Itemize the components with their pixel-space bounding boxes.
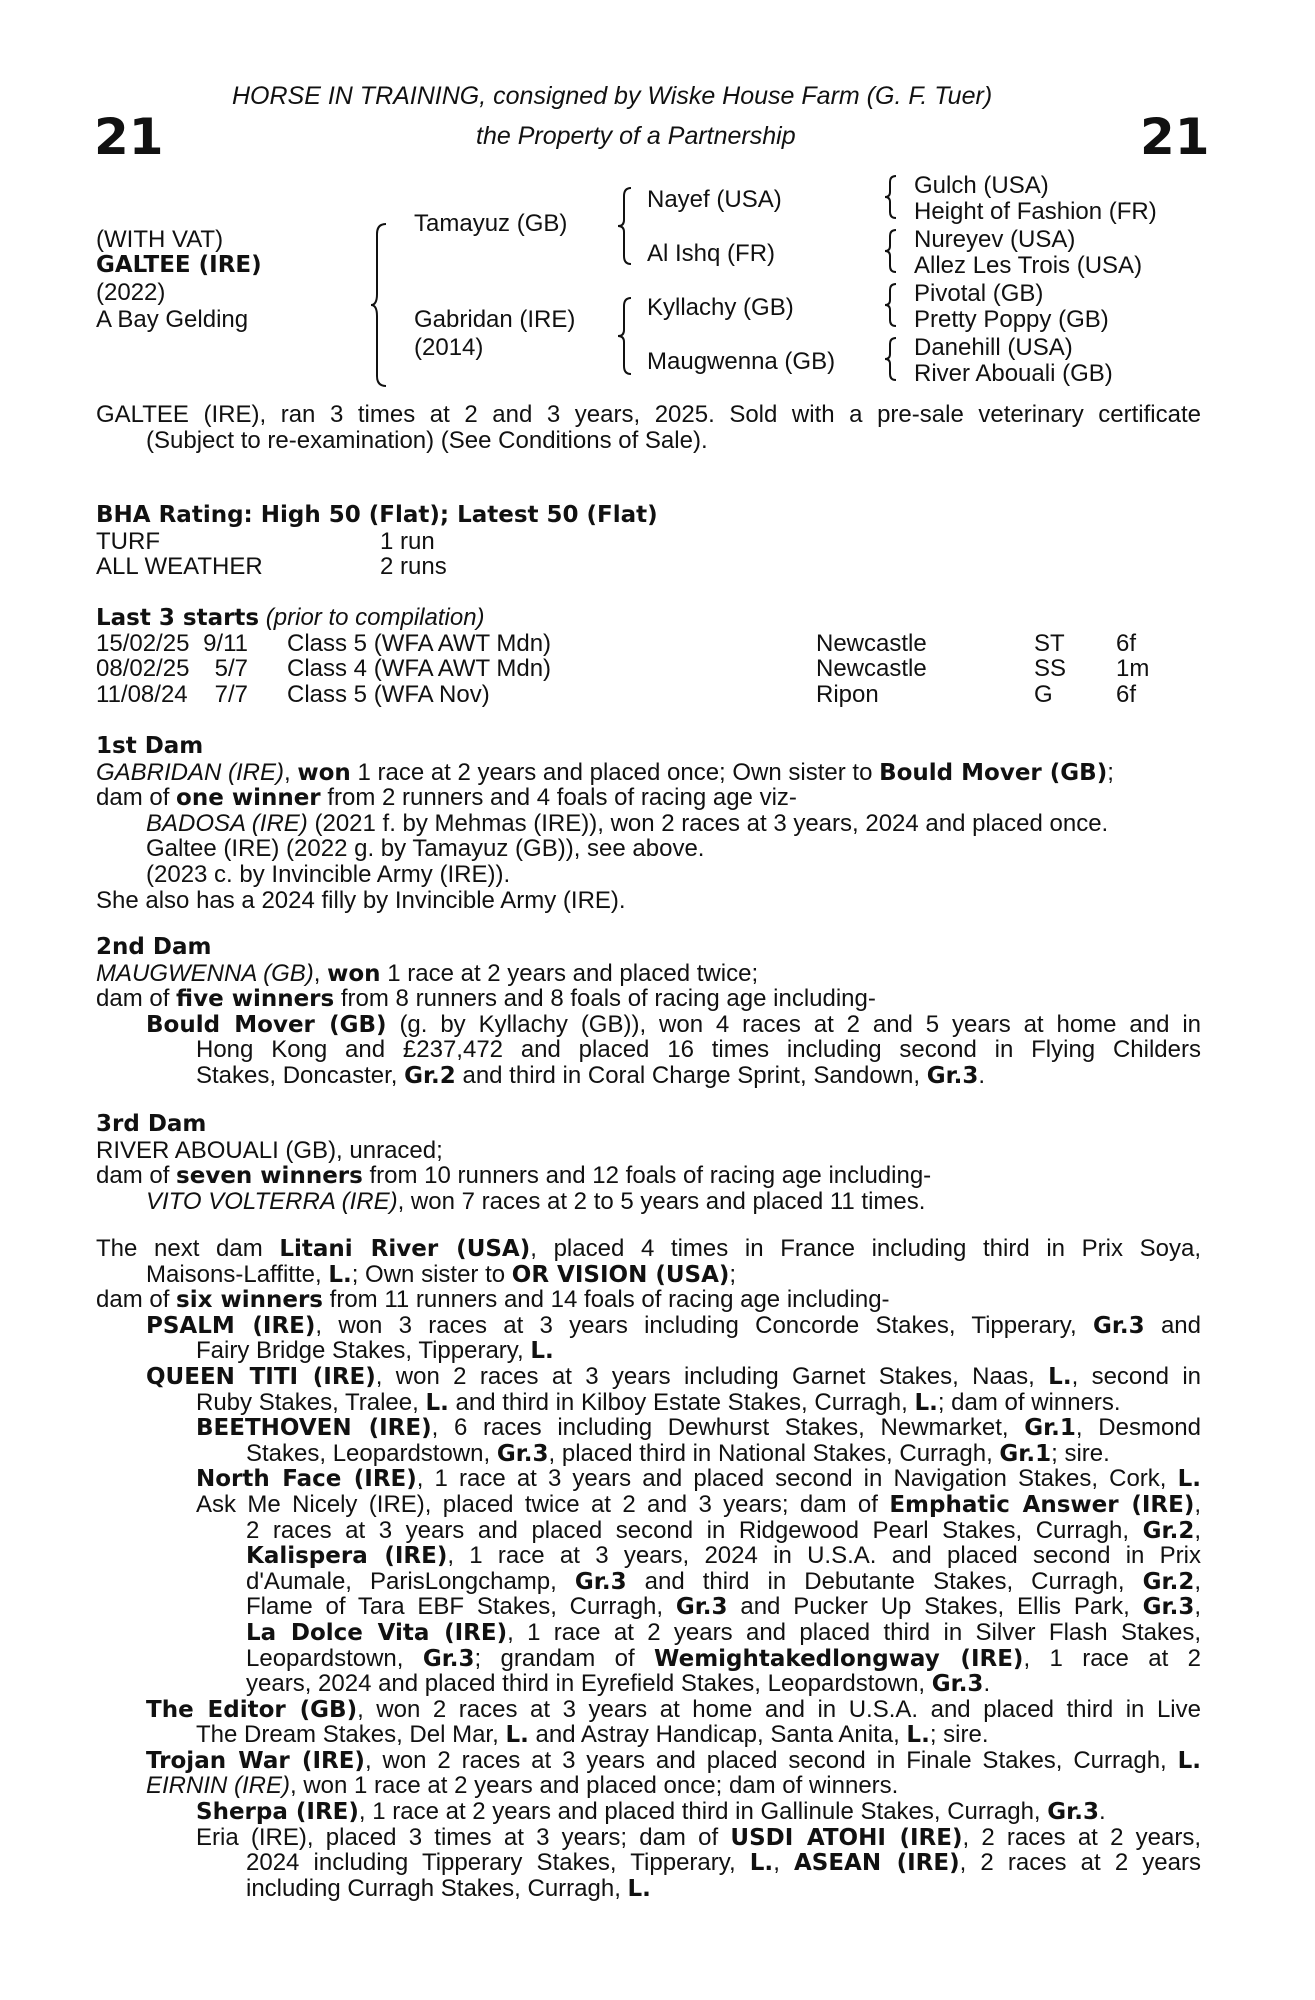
produce-name: USDI ATOHI (IRE) <box>730 1824 963 1851</box>
runners-text: from 10 runners and 12 foals of racing age including- <box>362 1162 932 1190</box>
t: , <box>1194 1568 1201 1595</box>
starts-title: Last 3 starts <box>96 605 260 631</box>
dam-dam: Maugwenna (GB) <box>647 348 836 375</box>
grade-label: L. <box>530 1338 554 1365</box>
last-starts <box>96 605 1201 707</box>
t: ; Own sister to <box>351 1260 512 1288</box>
race-going: SS <box>1034 655 1067 683</box>
t: ; sire. <box>929 1721 989 1749</box>
first-dam: 1st Dam GABRIDAN (IRE), won 1 race at 2 years and placed once; Own sister to Bould Mover (GB); dam of one winner from 2 runners and 4 foals of racing age viz- BADOSA (IRE) (2021 f. by Mehmas (IRE)), won 2 races at 3 years, 2024 and placed once. Galtee (IRE) (2022 g. by Tamayuz (GB)), see above. (2023 c. by Invincible Army (IRE)). She also has a 2024 filly by Invincible Army (IRE). <box>96 734 1201 913</box>
grade-label: Gr.3 <box>1047 1799 1099 1826</box>
dam-of-text: dam of <box>96 985 177 1013</box>
produce-line: Galtee (IRE) (2022 g. by Tamayuz (GB)), see above. <box>146 835 705 863</box>
winners-count: six winners <box>176 1287 323 1314</box>
race-course: Newcastle <box>816 629 927 657</box>
race-going: G <box>1034 680 1053 708</box>
lot-number-left: 21 <box>94 108 164 166</box>
produce-name: Sherpa (IRE) <box>196 1799 359 1826</box>
ancestor-8: River Abouali (GB) <box>914 360 1113 387</box>
ancestor-1: Gulch (USA) <box>914 172 1049 199</box>
t: , 6 races including Dewhurst Stakes, Newmarket, <box>431 1415 1025 1441</box>
t: , <box>1194 1594 1201 1620</box>
sire-dam: Al Ishq (FR) <box>647 240 776 267</box>
produce-name: EIRNIN (IRE) <box>146 1772 290 1800</box>
ancestor-7: Danehill (USA) <box>914 334 1073 361</box>
produce-text: (g. by Kyllachy (GB)), won 4 races at 2 and 5 years at home and in <box>386 1011 1201 1038</box>
punct: . <box>978 1061 986 1089</box>
t: dam of <box>96 1286 177 1314</box>
starts-note: (prior to compilation) <box>265 604 485 631</box>
t: , 1 race at 3 years and placed second in Navigation Stakes, Cork, <box>416 1466 1178 1492</box>
t: , Desmond <box>1075 1415 1201 1441</box>
next-dam-name: Litani River (USA) <box>279 1236 531 1262</box>
dam-sire: Kyllachy (GB) <box>647 294 794 321</box>
sister-name: Bould Mover (GB) <box>879 759 1108 786</box>
race-pos: 9/11 <box>203 629 248 657</box>
brace-g3 <box>884 282 898 328</box>
rating-title: BHA Rating: High 50 (Flat); Latest 50 (Flat) <box>96 502 658 528</box>
turf-label: TURF <box>96 527 160 555</box>
t: Fairy Bridge Stakes, Tipperary, <box>196 1337 531 1365</box>
produce-name: BADOSA (IRE) <box>146 809 308 837</box>
bha-rating <box>96 503 1201 580</box>
race-course: Ripon <box>816 680 879 708</box>
t: , placed third in National Stakes, Curragh, <box>548 1439 1000 1467</box>
produce-text: (2021 f. by Mehmas (IRE)), won 2 races at 3 years, 2024 and placed once. <box>307 809 1109 837</box>
vat-note: (WITH VAT) <box>96 226 224 253</box>
produce-name: Bould Mover (GB) <box>146 1011 387 1038</box>
t: , 1 race at 2 years and placed third in Silver Flash Stakes, <box>507 1619 1201 1646</box>
race-row <box>96 682 1201 708</box>
all-weather-value: 2 runs <box>380 553 447 581</box>
race-dist: 1m <box>1116 655 1150 683</box>
lot-number-right: 21 <box>1140 108 1210 166</box>
first-dam-title: 1st Dam <box>96 733 204 759</box>
t: d'Aumale, ParisLongchamp, <box>246 1568 575 1595</box>
summary-line-2: (Subject to re-examination) (See Conditions of Sale). <box>146 426 708 454</box>
winners-count: five winners <box>176 986 335 1013</box>
produce-name: Kalispera (IRE) <box>246 1543 448 1569</box>
produce-name: BEETHOVEN (IRE) <box>196 1415 432 1441</box>
ancestor-5: Pivotal (GB) <box>914 280 1044 307</box>
produce-name: La Dolce Vita (IRE) <box>246 1619 508 1646</box>
t: , won 2 races at 3 years and placed second in Finale Stakes, Curragh, <box>364 1747 1178 1774</box>
race-date: 08/02/25 <box>96 655 190 683</box>
header-line-1: HORSE IN TRAINING, consigned by Wiske House Farm (G. F. Tuer) <box>232 82 993 110</box>
grade-label: L. <box>906 1722 930 1749</box>
race-course: Newcastle <box>816 655 927 683</box>
winners-count: seven winners <box>176 1163 363 1190</box>
grade-label: Gr.1 <box>999 1440 1052 1467</box>
grade-label: Gr.3 <box>496 1440 549 1467</box>
t: Ruby Stakes, Tralee, <box>196 1388 426 1416</box>
produce-text: , won 7 races at 2 to 5 years and placed 11 times. <box>397 1187 926 1215</box>
race-dist: 6f <box>1116 629 1137 657</box>
grade-label: Gr.2 <box>1142 1517 1195 1544</box>
brace-dam <box>617 296 633 376</box>
t: Flame of Tara EBF Stakes, Curragh, <box>246 1594 676 1620</box>
turf-value: 1 run <box>380 527 435 555</box>
t: Eria (IRE), placed 3 times at 3 years; dam of <box>196 1824 731 1851</box>
t: . <box>983 1670 991 1698</box>
produce-name: ASEAN (IRE) <box>793 1850 960 1876</box>
produce-name: Emphatic Answer (IRE) <box>889 1491 1195 1518</box>
grade-label: Gr.3 <box>931 1671 984 1698</box>
grade-label: Gr.2 <box>404 1062 456 1089</box>
produce-line: She also has a 2024 filly by Invincible Army (IRE). <box>96 886 626 914</box>
t: , second in <box>1071 1363 1201 1390</box>
grade-label: Gr.3 <box>422 1645 475 1672</box>
ancestor-2: Height of Fashion (FR) <box>914 198 1157 225</box>
brace-sire <box>617 186 633 266</box>
ancestor-4: Allez Les Trois (USA) <box>914 252 1143 279</box>
t: , won 2 races at 3 years at home and in U.S.A. and placed third in Live <box>357 1696 1201 1723</box>
t: The Dream Stakes, Del Mar, <box>196 1721 506 1749</box>
winners-count: one winner <box>176 785 321 812</box>
t: The next dam <box>96 1236 280 1262</box>
t: , 1 race at 2 <box>1023 1645 1201 1672</box>
grade-label: Gr.3 <box>574 1568 627 1595</box>
t: ; <box>729 1260 737 1288</box>
header-line-2: the Property of a Partnership <box>476 122 796 150</box>
t: , won 2 races at 3 years including Garnet Stakes, Naas, <box>375 1363 1049 1390</box>
first-dam-text: 1 race at 2 years and placed once; Own sister to <box>350 758 880 786</box>
brace-g4 <box>884 336 898 382</box>
runners-text: from 2 runners and 4 foals of racing age viz- <box>320 784 797 812</box>
grade-label: L. <box>328 1261 352 1288</box>
t: ; dam of winners. <box>937 1388 1121 1416</box>
third-dam-title: 3rd Dam <box>96 1111 207 1137</box>
t: and <box>1144 1312 1201 1339</box>
race-race: Class 5 (WFA AWT Mdn) <box>287 629 552 657</box>
summary-line-1: GALTEE (IRE), ran 3 times at 2 and 3 years, 2025. Sold with a pre-sale veterinary certificate <box>96 402 1201 428</box>
race-pos: 7/7 <box>214 680 248 708</box>
t: Leopardstown, <box>246 1645 423 1672</box>
race-going: ST <box>1034 629 1065 657</box>
t: 2 races at 3 years and placed second in Ridgewood Pearl Stakes, Curragh, <box>246 1517 1143 1544</box>
next-dam <box>96 1236 1201 1901</box>
punct: ; <box>1107 758 1114 786</box>
produce-text: and third in Coral Charge Sprint, Sandown, <box>455 1061 927 1089</box>
produce-name: The Editor (GB) <box>146 1696 358 1723</box>
second-dam-title: 2nd Dam <box>96 934 212 960</box>
t: including Curragh Stakes, Curragh, <box>246 1874 628 1902</box>
all-weather-label: ALL WEATHER <box>96 553 263 581</box>
t: 2024 including Tipperary Stakes, Tipperary, <box>246 1850 750 1876</box>
produce-text: Hong Kong and £237,472 and placed 16 times including second in Flying Childers <box>196 1037 1201 1063</box>
race-race: Class 5 (WFA Nov) <box>287 680 490 708</box>
produce-name: QUEEN TITI (IRE) <box>146 1363 376 1390</box>
third-dam <box>96 1112 1201 1214</box>
brace-g2 <box>884 228 898 274</box>
t: Stakes, Leopardstown, <box>246 1439 497 1467</box>
t: Maisons-Laffitte, <box>146 1260 329 1288</box>
first-dam-name: GABRIDAN (IRE) <box>96 758 285 786</box>
t: , placed 4 times in France including third in Prix Soya, <box>530 1236 1201 1262</box>
t: and Pucker Up Stakes, Ellis Park, <box>727 1594 1143 1620</box>
t: and Astray Handicap, Santa Anita, <box>528 1721 907 1749</box>
dam-year: (2014) <box>414 334 484 361</box>
horse-name: GALTEE (IRE) <box>96 252 262 278</box>
grade-label: L. <box>914 1389 938 1416</box>
summary <box>96 402 1201 453</box>
grade-label: Gr.3 <box>926 1062 979 1089</box>
t: and third in Debutante Stakes, Curragh, <box>626 1568 1143 1595</box>
sire-sire: Nayef (USA) <box>647 186 782 213</box>
race-date: 11/08/24 <box>96 680 188 708</box>
grade-label: Gr.3 <box>675 1594 728 1620</box>
third-dam-name: RIVER ABOUALI (GB), unraced; <box>96 1136 443 1164</box>
produce-text: Stakes, Doncaster, <box>196 1061 405 1089</box>
grade-label: Gr.1 <box>1024 1415 1076 1441</box>
sire: Tamayuz (GB) <box>414 210 568 237</box>
second-dam-name: MAUGWENNA (GB) <box>96 959 314 987</box>
runners-text: from 8 runners and 8 foals of racing age including- <box>334 985 876 1013</box>
brace-main <box>370 222 390 388</box>
race-date: 15/02/25 <box>96 629 190 657</box>
race-pos: 5/7 <box>214 655 248 683</box>
grade-label: L. <box>1048 1363 1072 1390</box>
t: from 11 runners and 14 foals of racing age including- <box>322 1286 890 1314</box>
dam: Gabridan (IRE) <box>414 306 576 333</box>
t: ; sire. <box>1051 1439 1110 1467</box>
grade-label: L. <box>425 1389 449 1416</box>
won-label: won <box>327 960 381 987</box>
t: , 2 races at 2 years, <box>962 1824 1201 1851</box>
t: , won 1 race at 2 years and placed once; dam of winners. <box>290 1772 899 1800</box>
t: , won 3 races at 3 years including Concorde Stakes, Tipperary, <box>315 1312 1093 1339</box>
t: . <box>1098 1798 1106 1826</box>
produce-name: Wemightakedlongway (IRE) <box>654 1645 1024 1672</box>
t: , <box>1194 1517 1201 1544</box>
horse-description: A Bay Gelding <box>96 306 249 333</box>
ancestor-6: Pretty Poppy (GB) <box>914 306 1109 333</box>
t: years, 2024 and placed third in Eyrefield Stakes, Leopardstown, <box>246 1670 932 1698</box>
t: , 2 races at 2 years <box>959 1850 1201 1876</box>
second-dam-text: 1 race at 2 years and placed twice; <box>380 959 759 987</box>
produce-name: North Face (IRE) <box>196 1466 417 1492</box>
dam-of-text: dam of <box>96 784 177 812</box>
race-row <box>96 631 1201 657</box>
produce-name: VITO VOLTERRA (IRE) <box>146 1187 398 1215</box>
t: , 1 race at 3 years, 2024 in U.S.A. and placed second in Prix <box>447 1543 1201 1569</box>
grade-label: L. <box>1177 1466 1201 1492</box>
grade-label: Gr.2 <box>1142 1568 1195 1595</box>
t: , <box>1194 1491 1201 1518</box>
t: ; grandam of <box>474 1645 655 1672</box>
produce-line: (2023 c. by Invincible Army (IRE)). <box>146 860 511 888</box>
race-row <box>96 656 1201 682</box>
dam-of-text: dam of <box>96 1162 177 1190</box>
grade-label: Gr.3 <box>1142 1594 1195 1620</box>
horse-year: (2022) <box>96 279 166 306</box>
t: and third in Kilboy Estate Stakes, Curragh, <box>448 1388 915 1416</box>
second-dam: 2nd Dam MAUGWENNA (GB), won 1 race at 2 years and placed twice; dam of five winners from 8 runners and 8 foals of racing age including- Bould Mover (GB) (g. by Kyllachy (GB)), won 4 races at 2 and 5 years at home and in Hong Kong and £237,472 and placed 16 times including second in Flying Childers Stakes, Doncaster, Gr.2 and third in Coral Charge Sprint, Sandown, Gr.3. <box>96 934 1201 1089</box>
brace-g1 <box>884 174 898 220</box>
grade-label: L. <box>1177 1747 1201 1774</box>
produce-name: PSALM (IRE) <box>146 1312 316 1339</box>
race-race: Class 4 (WFA AWT Mdn) <box>287 655 552 683</box>
t: , 1 race at 2 years and placed third in Gallinule Stakes, Curragh, <box>358 1798 1048 1826</box>
sister-name: OR VISION (USA) <box>511 1261 730 1288</box>
grade-label: Gr.3 <box>1092 1312 1145 1339</box>
won-label: won <box>297 759 351 786</box>
t: Ask Me Nicely (IRE), placed twice at 2 and 3 years; dam of <box>196 1491 890 1518</box>
grade-label: L. <box>627 1875 651 1902</box>
ancestor-3: Nureyev (USA) <box>914 226 1076 253</box>
race-dist: 6f <box>1116 680 1137 708</box>
t: , <box>773 1850 794 1876</box>
grade-label: L. <box>749 1850 774 1876</box>
produce-name: Trojan War (IRE) <box>146 1747 365 1774</box>
grade-label: L. <box>505 1722 529 1749</box>
